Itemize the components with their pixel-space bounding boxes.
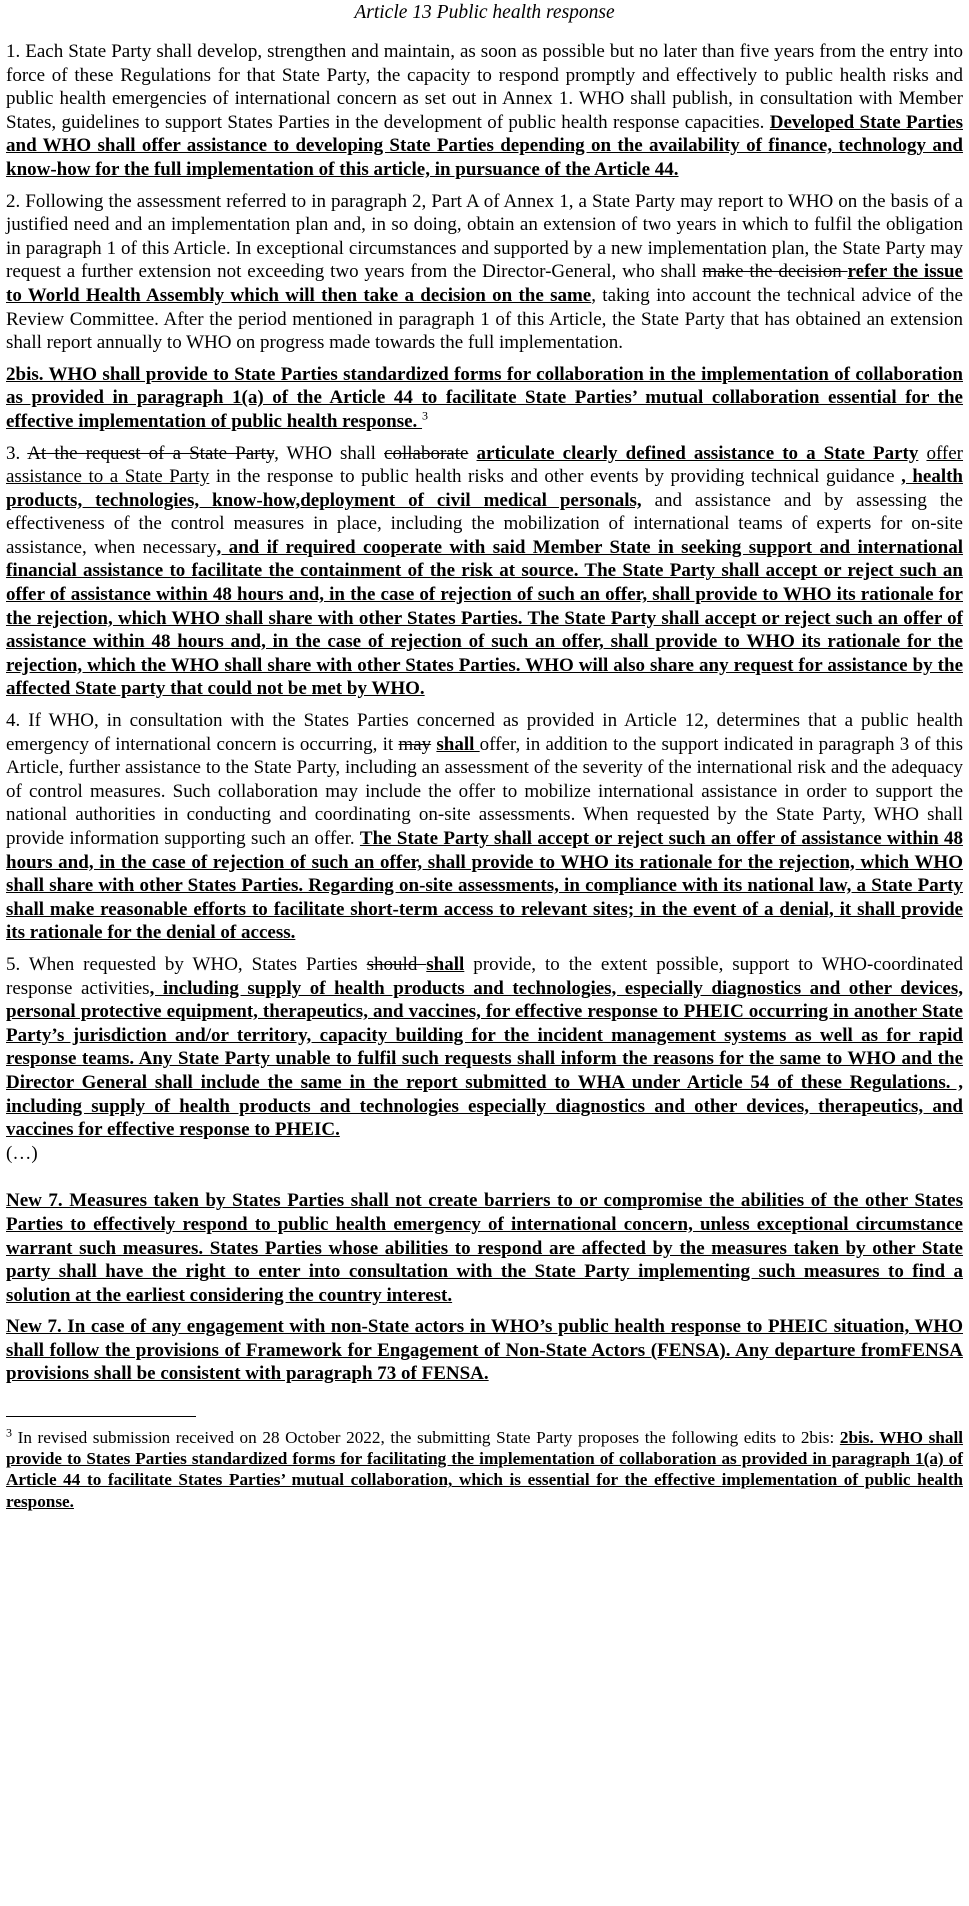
text-run <box>468 443 476 464</box>
document-page <box>6 0 963 1512</box>
text-run: 4. If WHO, in consultation with the States Parties concerned as provided in Article 12, determines that a public health emergency of international concern is occurring, it <box>6 710 963 755</box>
inserted-text: New 7. In case of any engagement with non-State actors in WHO’s public health response to PHEIC situation, WHO shall follow the provisions of Framework for Engagement of Non-State Actors (FENSA). Any departure fromFENSA provisions shall be consistent with paragraph 73 of FENSA. <box>6 1316 963 1385</box>
paragraph-p2bis <box>6 363 963 434</box>
deleted-text: make the decision <box>702 261 848 283</box>
text-run: , WHO shall <box>274 442 385 464</box>
text-run: offer, in addition to the support indicated in paragraph 3 of this Article, further assistance to the State Party, including an assessment of the severity of the international risk and the adequacy of control measures. Such collaboration may include the offer to mobilize international assistance in order to support the national authorities in conducting and coordinating on-site assessments. When requested by the State Party, WHO shall provide information supporting such an offer. <box>6 733 964 849</box>
inserted-text: 2bis. WHO shall provide to States Parties standardized forms for facilitating the implementation of collaboration as provided in paragraph 1(a) of Article 44 to facilitate States Parties’ mutual collaboration, which is essential for the effective implementation of public health response. <box>6 1428 963 1511</box>
new-provisions <box>6 1189 963 1386</box>
inserted-text: shall <box>436 733 480 755</box>
inserted-text: , including supply of health products and technologies, especially diagnostics and other devices, personal protective equipment, therapeutics, and vaccines, for effective response to PHEIC occurring in another State Party’s jurisdiction and/or territory, capacity building for the incident management systems as well as for rapid response teams. Any State Party unable to fulfil such requests shall inform the reasons for the same to WHO and the Director General shall include the same in the report submitted to WHA under Article 54 of these Regulations. , including supply of health products and technologies especially diagnostics and other devices, therapeutics, and vaccines for effective response to PHEIC. <box>6 977 963 1141</box>
article-body <box>6 40 963 1142</box>
text-run: in the response to public health risks and other events by providing technical guidance <box>209 466 902 488</box>
inserted-text: Developed State Parties and WHO shall offer assistance to developing State Parties depending on the availability of finance, technology and know-how for the full implementation of this article, in pursuance of the Article 44. <box>6 111 963 180</box>
paragraph-p3 <box>6 442 963 702</box>
deleted-text: collaborate <box>384 442 469 464</box>
footnote-reference: 3 <box>6 1425 12 1440</box>
inserted-text: The State Party shall accept or reject such an offer of assistance within 48 hours and, in the case of rejection of such an offer, shall provide to WHO its rationale for the rejection, which WHO shall share with other States Parties. Regarding on-site assessments, in compliance with its national law, a State Party shall make reasonable efforts to facilitate short-term access to relevant sites; in the event of a denial, it shall provide its rationale for the denial of access. <box>6 828 963 944</box>
footnote <box>6 1427 963 1512</box>
text-run: , taking into account the technical advice of the Review Committee. After the period mentioned in paragraph 1 of this Article, the State Party that has obtained an extension shall report annually to WHO on progress made towards the full implementation. <box>6 284 963 354</box>
paragraph-new7a <box>6 1189 963 1307</box>
paragraph-p5 <box>6 953 963 1142</box>
text-run: In revised submission received on 28 October 2022, the submitting State Party proposes the following edits to 2bis: <box>12 1428 840 1448</box>
paragraph-p4 <box>6 709 963 945</box>
deleted-text: may <box>398 733 432 755</box>
footnote-reference: 3 <box>422 408 429 423</box>
footnote-divider <box>6 1416 196 1417</box>
text-run: 2. Following the assessment referred to in paragraph 2, Part A of Annex 1, a State Party may report to WHO on the basis of a justified need and an implementation plan and, in so doing, obtain an extension of two years in which to fulfil the obligation in paragraph 1 of this Article. In exceptional circumstances and supported by a new implementation plan, the State Party may request a further extension not exceeding two years from the Director-General, who shall <box>6 190 963 283</box>
omission-ellipsis: (…) <box>6 1142 38 1164</box>
paragraph-p2 <box>6 190 963 355</box>
text-run: and assistance and by assessing the effectiveness of the control measures in place, including the mobilization of international teams of experts for on-site assistance, when necessary <box>6 489 963 558</box>
text-run: provide, to the extent possible, support to WHO-coordinated response activities <box>6 953 963 999</box>
inserted-text: New 7. Measures taken by States Parties shall not create barriers to or compromise the abilities of the other States Parties to effectively respond to public health emergency of international concern, unless exceptional circumstance warrant such measures. States Parties whose abilities to respond are affected by the measures taken by other State party shall have the right to enter into consultation with the State Party implementing such measures to find a solution at the earliest considering the country interest. <box>6 1190 963 1306</box>
paragraph-new7b <box>6 1315 963 1386</box>
paragraph-p1 <box>6 40 963 182</box>
deleted-text: At the request of a State Party <box>27 442 275 464</box>
inserted-text: shall <box>426 953 465 975</box>
text-run: 1. Each State Party shall develop, strengthen and maintain, as soon as possible but no later than five years from the entry into force of these Regulations for that State Party, the capacity to respond promptly and effectively to public health risks and public health emergencies of international concern as set out in Annex 1. WHO shall publish, in consultation with Member States, guidelines to support States Parties in the development of public health response capacities. <box>6 41 963 133</box>
inserted-text: , health products, technologies, know-how,deployment of civil medical personals, <box>6 466 963 511</box>
underlined-text: offer assistance to a State Party <box>6 442 964 488</box>
inserted-text: articulate clearly defined assistance to a State Party <box>476 442 919 464</box>
inserted-text: , and if required cooperate with said Member State in seeking support and international financial assistance to facilitate the containment of the risk at source. The State Party shall accept or reject such an offer of assistance within 48 hours and, in the case of rejection of such an offer, shall provide to WHO its rationale for the rejection, which WHO shall share with other States Parties. The State Party shall accept or reject such an offer of assistance within 48 hours and, in the case of rejection of such an offer, shall provide to WHO its rationale for the rejection, which the WHO shall share with other States Parties. WHO will also share any request for assistance by the affected State party that could not be met by WHO. <box>6 536 963 700</box>
text-run: 3. <box>6 442 28 464</box>
text-run: 5. When requested by WHO, States Parties <box>6 953 367 975</box>
article-title: Article 13 Public health response <box>354 2 615 23</box>
deleted-text: should <box>366 953 427 975</box>
inserted-text: 2bis. WHO shall provide to State Parties standardized forms for collaboration in the implementation of collaboration as provided in paragraph 1(a) of the Article 44 to facilitate State Parties’ mutual collaboration essential for the effective implementation of public health response. <box>6 363 963 432</box>
inserted-text: refer the issue to World Health Assembly which will then take a decision on the same <box>6 261 963 306</box>
